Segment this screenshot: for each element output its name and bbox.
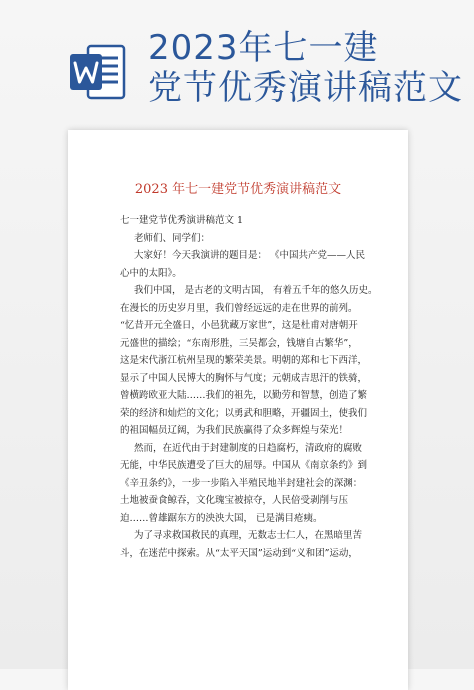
document-line: 在漫长的历史岁月里，我们曾经远远的走在世界的前列。 [120, 302, 358, 314]
banner-title [148, 28, 468, 108]
document-line: 为了寻求救国救民的真理，无数志士仁人，在黑暗里苦 [134, 530, 363, 541]
document-line: 《辛丑条约》，一步一步陷入半殖民地半封建社会的深渊： [120, 477, 363, 489]
document-line: 的祖国幅员辽阔，为我们民族赢得了众多辉煌与荣光！ [120, 425, 349, 436]
document-line: 心中的太阳》。 [120, 267, 182, 279]
document-line: “忆昔开元全盛日，小邑犹藏万家世”，这是杜甫对唐朝开 [120, 320, 358, 331]
document-line: 我们中国， 是古老的文明古国， 有着五千年的悠久历史。 [134, 285, 378, 296]
document-line: 老师们、同学们： [134, 232, 211, 244]
document-line: 七一建党节优秀演讲稿范文 1 [120, 215, 244, 226]
document-page [68, 130, 408, 690]
banner-title-line-2: 党节优秀演讲稿范文 [148, 68, 463, 108]
banner [0, 0, 474, 110]
document-line: 显示了中国人民博大的胸怀与气度；元朝成吉思汗的铁骑， [120, 372, 368, 384]
document-line: 斗，在迷茫中探索。从“太平天国”运动到“义和团”运动， [120, 547, 358, 559]
document-body [120, 212, 388, 562]
document-line: 然而，在近代由于封建制度的日趋腐朽，清政府的腐败 [134, 442, 363, 454]
banner-title-line-1: 2023年七一建 [148, 28, 379, 68]
document-line: 迫……曾雄踞东方的泱泱大国， 已是满目疮痍。 [120, 512, 323, 524]
document-line: 大家好！今天我演讲的题目是： 《中国共产党——人民 [134, 250, 366, 261]
document-line: 无能，中华民族遭受了巨大的屈辱。中国从《南京条约》到 [120, 460, 368, 471]
document-heading: 2023 年七一建党节优秀演讲稿范文 [134, 182, 342, 197]
document-line: 曾横跨欧亚大陆……我们的祖先，以勤劳和智慧，创造了繁 [120, 390, 368, 401]
document-line: 土地被蚕食鲸吞，文化瑰宝被掠夺，人民倍受剥削与压 [120, 495, 349, 506]
document-line: 荣的经济和灿烂的文化；以勇武和胆略，开疆固土，使我们 [120, 407, 368, 419]
document-line: 元盛世的描绘；“东南形胜，三吴都会，钱塘自古繁华”， [120, 337, 358, 349]
document-line: 这是宋代浙江杭州呈现的繁荣美景。明朝的郑和七下西洋， [120, 355, 368, 366]
word-document-icon [68, 42, 128, 102]
